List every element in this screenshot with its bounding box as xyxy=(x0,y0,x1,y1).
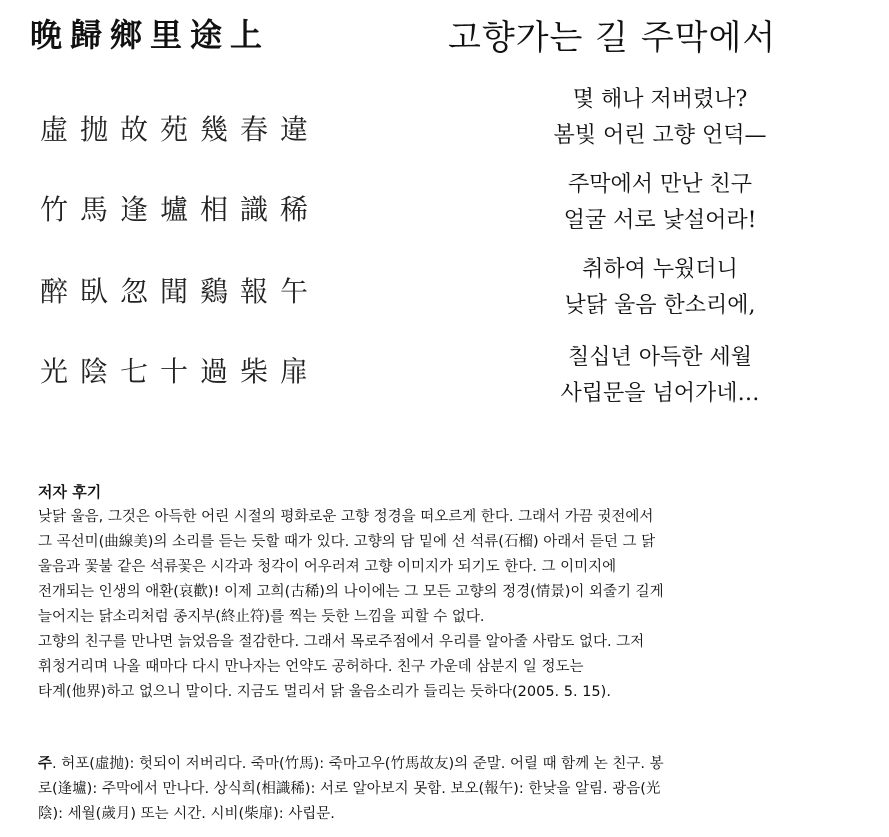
poem-line-korean: 얼굴 서로 낯설어라! xyxy=(563,208,757,233)
poem-couplet-korean xyxy=(460,252,860,324)
poem-line-korean: 사립문을 넘어가네… xyxy=(560,381,760,406)
poem-line-korean: 낮닭 울음 한소리에, xyxy=(564,293,756,318)
poem-line-hanja: 光陰七十過柴扉 xyxy=(40,355,321,388)
poem-couplet-korean xyxy=(460,167,860,239)
afterword-heading: 저자 후기 xyxy=(38,483,102,501)
afterword-line: 타계(他界)하고 없으니 말이다. 지금도 멀리서 닭 울음소리가 들리는 듯하다(2005. 5. 15). xyxy=(38,684,611,700)
poem-line-hanja: 虛抛故苑幾春違 xyxy=(40,113,321,146)
afterword-line: 그 곡선미(曲線美)의 소리를 듣는 듯할 때가 있다. 고향의 담 밑에 선 석류(石榴) 아래서 듣던 그 닭 xyxy=(38,534,656,550)
poem-line-korean: 봄빛 어린 고향 언덕— xyxy=(553,123,767,148)
poem-line-hanja: 竹馬逢壚相識稀 xyxy=(40,193,321,226)
poem-line-korean: 칠십년 아득한 세월 xyxy=(567,345,752,370)
poem-couplet-korean xyxy=(460,82,860,154)
afterword-line: 고향의 친구를 만나면 늙었음을 절감한다. 그래서 목로주점에서 우리를 알아줄 사람도 없다. 그저 xyxy=(38,634,645,650)
afterword-line: 늘어지는 닭소리처럼 종지부(終止符)를 찍는 듯한 느낌을 피할 수 없다. xyxy=(38,609,485,625)
poem-line-korean: 취하여 누웠더니 xyxy=(582,257,738,282)
afterword-line: 낮닭 울음, 그것은 아득한 어린 시절의 평화로운 고향 정경을 떠오르게 한다. 그래서 가끔 귓전에서 xyxy=(38,509,654,525)
poem-couplet-korean xyxy=(460,340,860,412)
notes-line: 로(逢壚): 주막에서 만나다. 상식희(相識稀): 서로 알아보지 못함. 보오(報午): 한낮을 알림. 광음(光 xyxy=(38,781,661,797)
poem-title-korean: 고향가는 길 주막에서 xyxy=(448,18,777,58)
poem-title-hanja: 晚歸鄉里途上 xyxy=(30,16,271,54)
notes-line: 陰): 세월(歲月) 또는 시간. 시비(柴扉): 사립문. xyxy=(38,806,335,822)
notes-section xyxy=(38,752,858,827)
notes-line xyxy=(38,752,858,777)
notes-text: . 허포(虛抛): 헛되이 저버리다. 죽마(竹馬): 죽마고우(竹馬故友)의 준말. 어릴 때 함께 논 친구. 봉 xyxy=(52,756,664,772)
afterword-line: 전개되는 인생의 애환(哀歡)! 이제 고희(古稀)의 나이에는 그 모든 고향의 정경(情景)이 외줄기 길게 xyxy=(38,584,664,600)
afterword-line: 휘청거리며 나올 때마다 다시 만나자는 언약도 공허하다. 친구 가운데 삼분지 일 정도는 xyxy=(38,659,584,675)
afterword-section xyxy=(38,480,858,705)
poem-line-korean: 주막에서 만난 친구 xyxy=(567,172,752,197)
poem-line-hanja: 醉臥忽聞鷄報午 xyxy=(40,275,321,308)
notes-label: 주 xyxy=(38,756,53,772)
afterword-line: 울음과 꽃불 같은 석류꽃은 시각과 청각이 어우러져 고향 이미지가 되기도 한다. 그 이미지에 xyxy=(38,559,617,575)
poem-line-korean: 몇 해나 저버렸나? xyxy=(572,87,748,112)
